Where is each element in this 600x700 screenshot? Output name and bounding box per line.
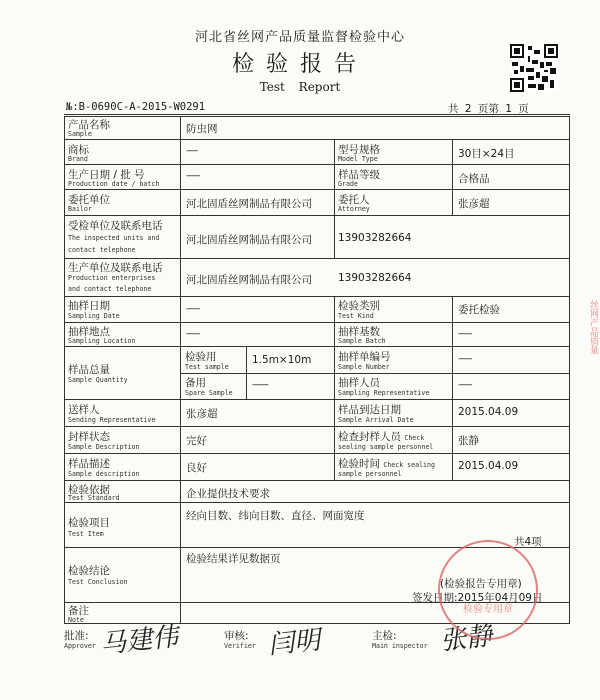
issue-date: 签发日期:2015年04月09日 [412,592,543,604]
label-note-en: Note [68,616,84,624]
value-sample-batch: ------ [458,329,472,339]
label-sampling-location-en: Sampling Location [68,337,136,345]
label-seal-status-en: Sample Description [68,443,140,451]
label-arrival-date: 样品到达日期 [338,404,401,416]
label-attorney-en: Attorney [338,205,370,213]
label-note: 备注 [68,605,89,617]
approver-label: 批准: [64,630,89,642]
label-sample-quantity-en: Sample Quantity [68,376,128,384]
label-sample-en: Sample [68,130,92,138]
label-brand: 商标 [68,144,89,156]
label-spare-sample-en: Spare Sample [185,389,233,397]
label-sampling-representative: 抽样人员 [338,377,380,389]
label-seal-checker-en: sealing sample personnel [338,443,434,451]
value-sampling-date: ------ [186,304,200,314]
label-producer-en2: and contact telephone [68,285,152,293]
value-production-date: ------ [186,171,200,181]
value-spare-sample: ------- [252,380,268,390]
verifier-label-en: Verifier [224,642,256,650]
label-seal-checker: 检查封样人员 Check [338,431,425,443]
label-sampling-location: 抽样地点 [68,326,110,338]
value-inspected-phone: 13903282664 [338,232,412,244]
label-seal-status: 封样状态 [68,431,110,443]
value-producer-phone: 13903282664 [338,272,412,284]
value-test-items: 经向目数、纬向目数、直径、网面宽度 [186,510,365,522]
label-production-date: 生产日期 / 批 号 [68,169,145,181]
label-test-sample: 检验用 [185,351,217,363]
label-test-kind-en: Test Kind [338,312,374,320]
value-arrival-date: 2015.04.09 [458,406,519,418]
value-brand: ----- [186,146,198,156]
label-sample-quantity: 样品总量 [68,364,110,376]
value-bailor: 河北固盾丝网制品有限公司 [186,198,312,210]
inspector-signature: 张静 [438,621,494,657]
value-check-time: 2015.04.09 [458,460,519,472]
inspector-label-en: Main inspector [372,642,428,650]
label-inspected-unit: 受检单位及联系电话 [68,220,163,232]
value-sending-representative: 张彦超 [186,408,218,420]
value-test-standard: 企业提供技术要求 [186,488,270,500]
value-test-sample: 1.5m×10m [252,354,312,366]
label-grade-en: Grade [338,180,358,188]
verifier-signature: 闫明 [266,625,322,661]
label-test-sample-en: Test sample [185,363,229,371]
label-inspected-unit-en1: The inspected units and [68,234,160,242]
report-title: 检验报告 [231,52,368,77]
label-conclusion: 检验结论 [68,565,110,577]
value-sample: 防虫网 [186,123,218,135]
seal-note: (检验报告专用章) [440,578,522,590]
value-sampling-location: ------ [186,329,200,339]
label-producer-en1: Production enterprises [68,274,156,282]
label-model: 型号规格 [338,144,380,156]
label-test-standard: 检验依据 [68,484,110,496]
label-check-time-en: sample personnel [338,470,402,478]
report-number: №:B-0690C-A-2015-W0291 [66,101,206,113]
label-sampling-date: 抽样日期 [68,300,110,312]
label-sample-batch-en: Sample Batch [338,337,386,345]
label-test-kind: 检验类别 [338,300,380,312]
label-sample: 产品名称 [68,119,110,131]
label-conclusion-en: Test Conclusion [68,578,128,586]
value-model: 30目×24目 [458,148,515,160]
value-test-kind: 委托检验 [458,304,500,316]
value-sample-number: ------ [458,354,472,364]
verifier-label: 审核: [224,630,249,642]
value-grade: 合格品 [458,173,490,185]
label-attorney: 委托人 [338,194,370,206]
value-inspected-unit: 河北固盾丝网制品有限公司 [186,234,312,246]
label-sample-description-en: Sample description [68,470,140,478]
label-spare-sample: 备用 [185,377,206,389]
value-seal-status: 完好 [186,435,207,447]
label-sample-number-en: Sample Number [338,363,390,371]
value-attorney: 张彦超 [458,198,490,210]
value-conclusion: 检验结果详见数据页 [186,553,281,565]
value-test-item-count: 共4项 [514,536,542,548]
label-test-standard-en: Test Standard [68,494,120,502]
label-check-time: 检验时间 Check sealing [338,458,435,470]
label-test-item: 检验项目 [68,517,110,529]
label-arrival-date-en: Sample Arrival Date [338,416,414,424]
label-sending-representative-en: Sending Representative [68,416,156,424]
label-model-en: Model Type [338,155,378,163]
qr-code [510,44,558,92]
value-sampling-representative: ------ [458,380,472,390]
label-bailor: 委托单位 [68,194,110,206]
inspection-seal-stamp: 检验专用章 [438,540,538,640]
label-bailor-en: Bailor [68,205,92,213]
label-brand-en: Brand [68,155,88,163]
inspector-label: 主检: [372,630,397,642]
organization-name: 河北省丝网产品质量监督检验中心 [194,30,405,45]
label-production-date-en: Production date / batch [68,180,160,188]
header-rule [64,114,570,115]
value-producer: 河北固盾丝网制品有限公司 [186,274,312,286]
label-inspected-unit-en2: contact telephone [68,246,136,254]
label-sending-representative: 送样人 [68,404,100,416]
label-sampling-date-en: Sampling Date [68,312,120,320]
page-indicator: 共 2 页第 1 页 [448,103,529,115]
label-producer: 生产单位及联系电话 [68,262,163,274]
label-grade: 样品等级 [338,169,380,181]
label-sample-batch: 抽样基数 [338,326,380,338]
value-sample-description: 良好 [186,462,207,474]
report-subtitle: Test Report [259,80,341,94]
label-sampling-representative-en: Sampling Representative [338,389,430,397]
edge-seal-stamp: 丝网产品质量 [588,300,598,354]
approver-signature: 马建伟 [98,621,180,660]
approver-label-en: Approver [64,642,96,650]
label-sample-number: 抽样单编号 [338,351,391,363]
value-seal-checker: 张静 [458,435,479,447]
label-sample-description: 样品描述 [68,458,110,470]
label-test-item-en: Test Item [68,530,104,538]
